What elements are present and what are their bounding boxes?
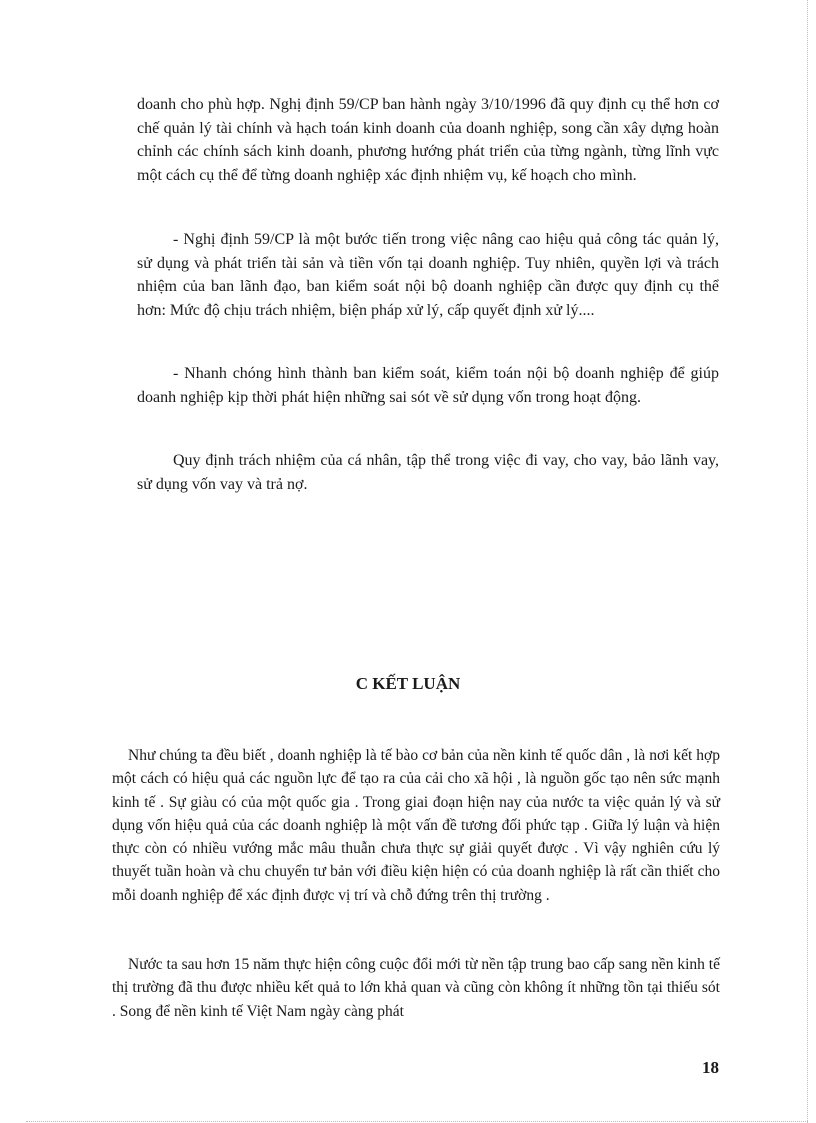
section-heading-conclusion: C KẾT LUẬN [355,674,461,693]
page-number: 18 [702,1058,719,1077]
paragraph-responsibility: Quy định trách nhiệm của cá nhân, tập thể trong việc đi vay, cho vay, bảo lãnh vay, sử dụng vốn vay và trả nợ. [137,452,719,493]
paragraph-conclusion-2: Nước ta sau hơn 15 năm thực hiện công cuộc đổi mới từ nền tập trung bao cấp sang nền kinh tế thị trường đã thu được nhiều kết quả to lớn khả quan và cũng còn không ít những tồn tại thiếu sót . Song để nền kinh tế Việt Nam ngày càng phát [112,956,720,1020]
paragraph-internal-audit: - Nhanh chóng hình thành ban kiểm soát, kiểm toán nội bộ doanh nghiệp để giúp doanh nghiệp kịp thời phát hiện những sai sót về sử dụng vốn trong hoạt động. [137,365,719,406]
paragraph-conclusion-1: Như chúng ta đều biết , doanh nghiệp là tế bào cơ bản của nền kinh tế quốc dân , là nơi kết hợp một cách có hiệu quả các nguồn lực để tạo ra của cải cho xã hội , là nguồn gốc tạo nên sức mạnh kinh tế . Sự giàu có của một quốc gia . Trong giai đoạn hiện nay của nước ta việc quản lý và sử dụng vốn hiệu quả của các doanh nghiệp là một vấn đề tương đối phức tạp . Giữa lý luận và hiện thực còn có nhiều vướng mắc mâu thuẫn chưa thực sự giải quyết được . Vì vậy nghiên cứu lý thuyết tuần hoàn và chu chuyển tư bản với điều kiện hiện có của doanh nghiệp là rất cần thiết cho mỗi doanh nghiệp để xác định được vị trí và chỗ đứng trên thị trường . [112,747,720,904]
page-edge-dotted-bottom [26,1121,808,1122]
paragraph-decree-59: - Nghị định 59/CP là một bước tiến trong việc nâng cao hiệu quả công tác quản lý, sử dụng và phát triển tài sản và tiền vốn tại doanh nghiệp. Tuy nhiên, quyền lợi và trách nhiệm của ban lãnh đạo, ban kiểm soát nội bộ doanh nghiệp cần được quy định cụ thể hơn: Mức độ chịu trách nhiệm, biện pháp xử lý, cấp quyết định xử lý.... [137,231,719,319]
page-edge-dotted-right [807,0,808,1123]
paragraph-continuation: doanh cho phù hợp. Nghị định 59/CP ban hành ngày 3/10/1996 đã quy định cụ thể hơn cơ chế quản lý tài chính và hạch toán kinh doanh của doanh nghiệp, song cần xây dựng hoàn chỉnh các chính sách kinh doanh, phương hướng phát triển của từng ngành, từng lĩnh vực một cách cụ thể để từng doanh nghiệp xác định nhiệm vụ, kế hoạch cho mình. [137,96,719,184]
